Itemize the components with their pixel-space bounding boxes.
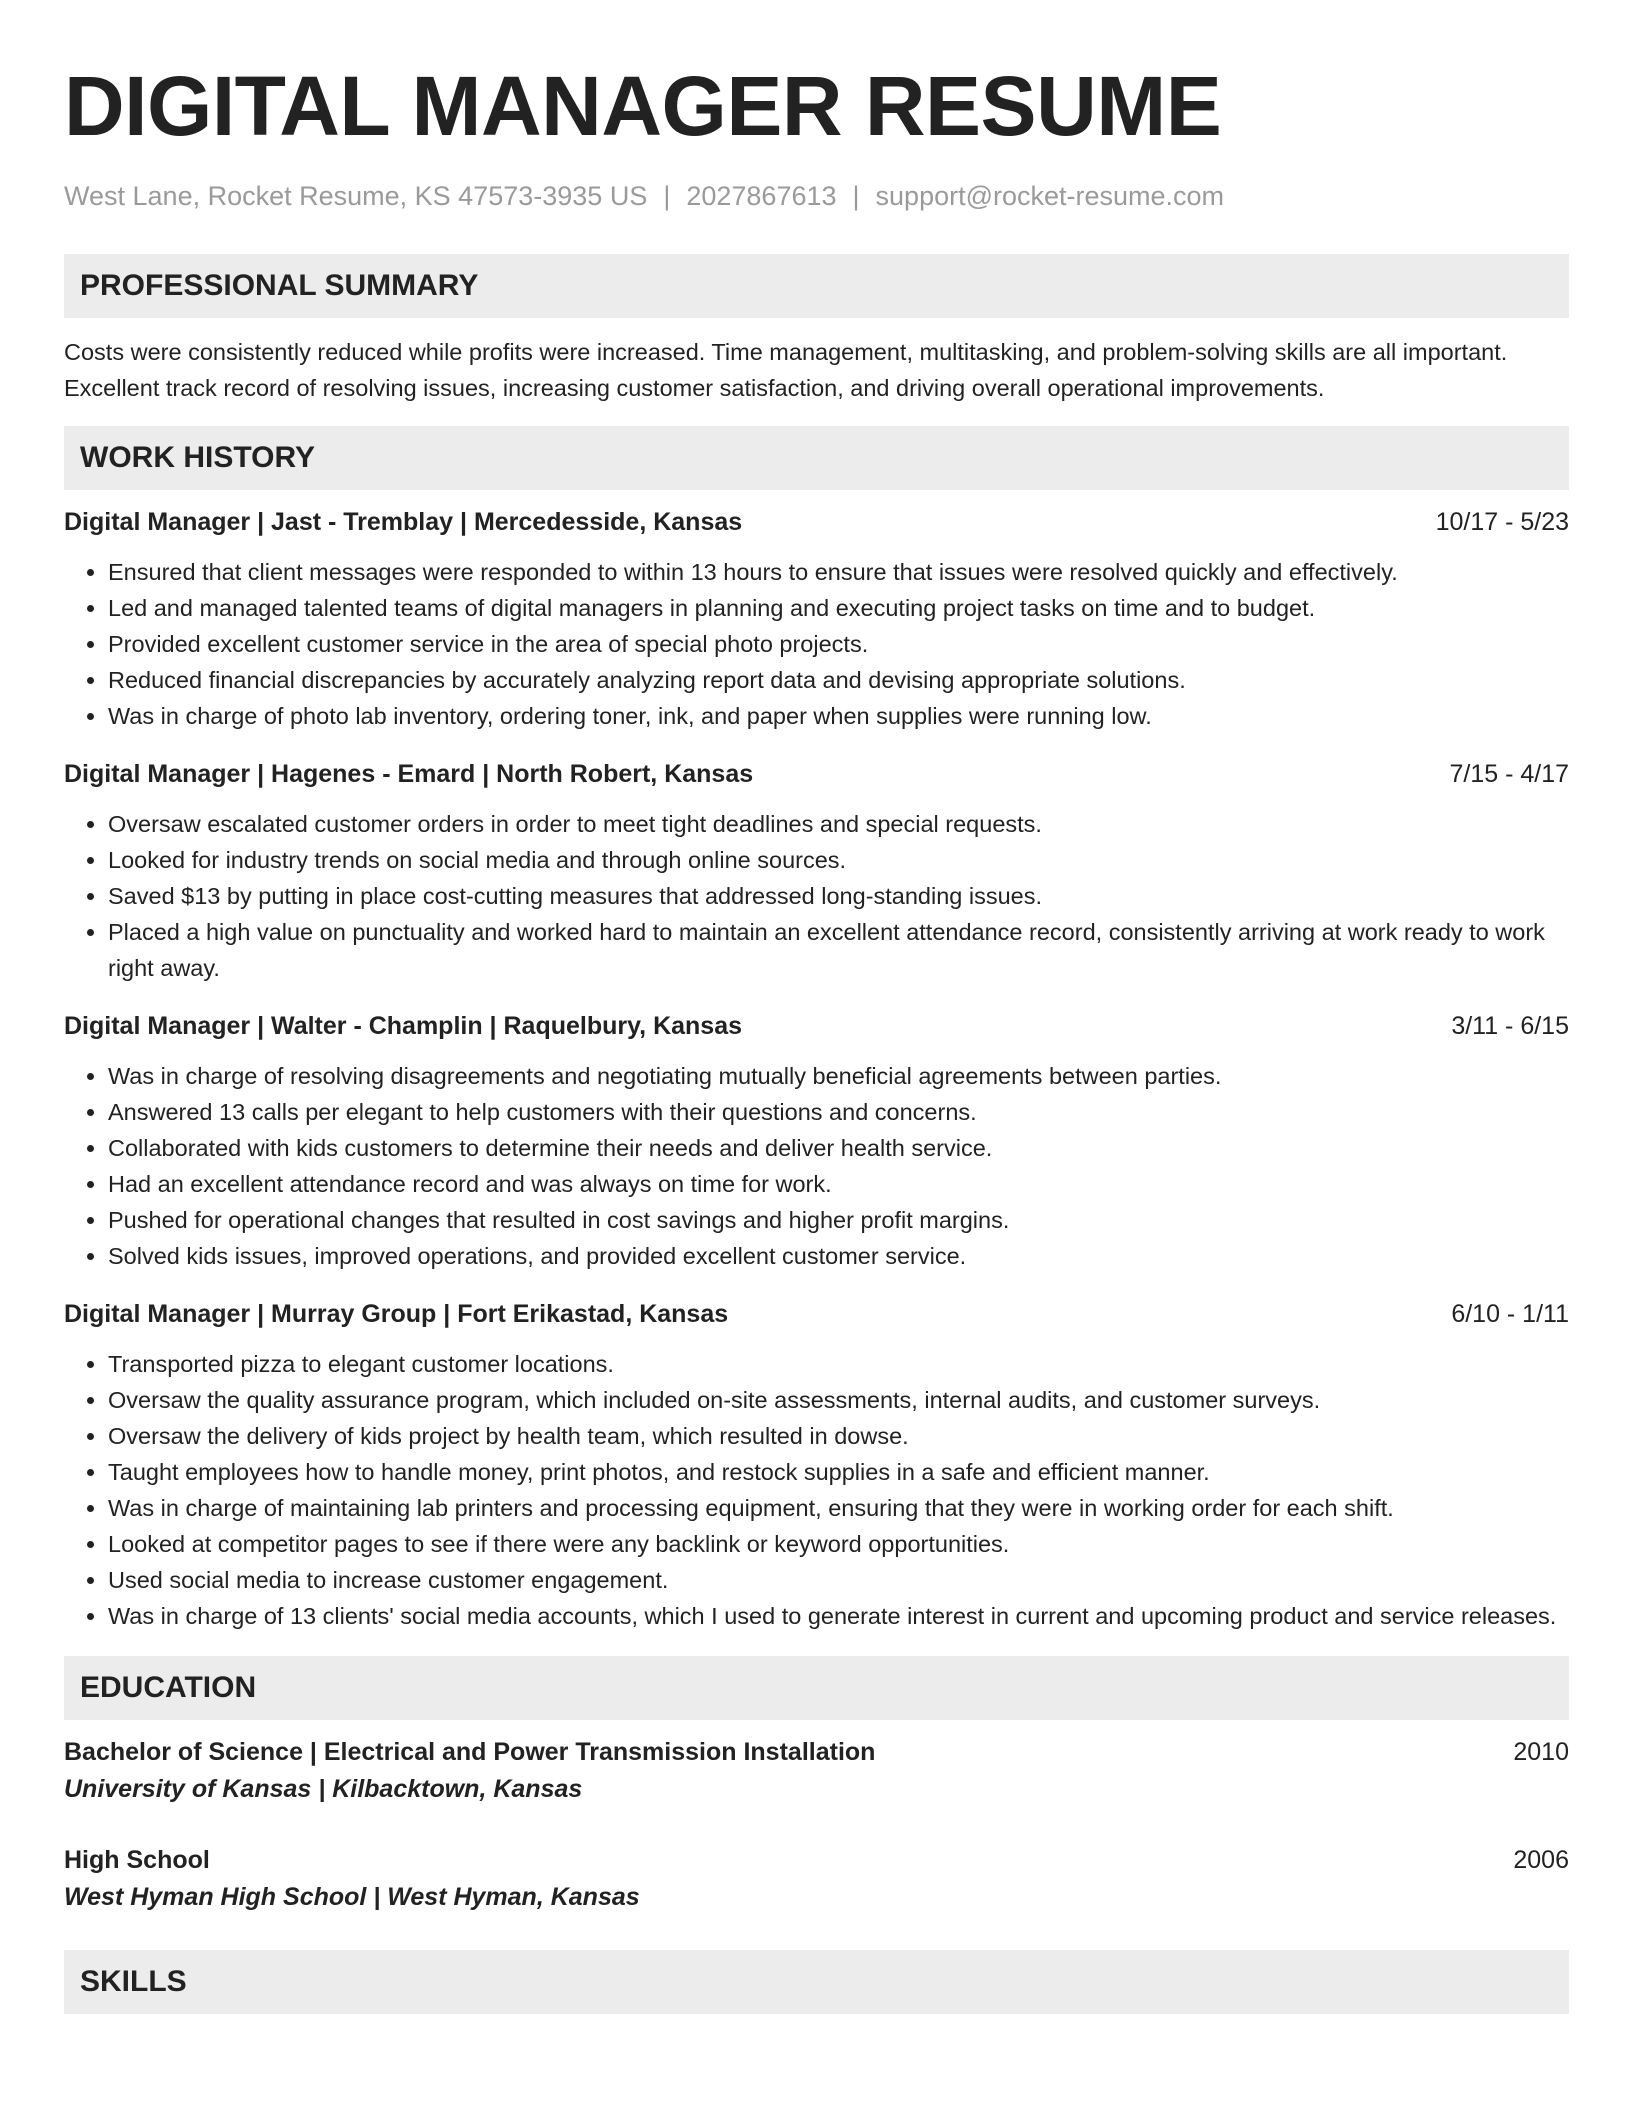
- list-item: • Was in charge of maintaining lab printers and processing equipment, ensuring that they were in working order for each shift.: [108, 1490, 1569, 1526]
- list-item: • Oversaw the delivery of kids project by health team, which resulted in dowse.: [108, 1418, 1569, 1454]
- education-entry: [64, 1842, 1569, 1916]
- contact-separator: |: [663, 181, 671, 211]
- education-school: West Hyman High School | West Hyman, Kansas: [64, 1883, 640, 1911]
- job-dates: 6/10 - 1/11: [1451, 1300, 1569, 1328]
- education-school: University of Kansas | Kilbacktown, Kansas: [64, 1775, 583, 1803]
- job-bullets: [64, 1058, 1569, 1274]
- education-year: 2010: [1513, 1738, 1569, 1766]
- list-item: • Oversaw the quality assurance program, which included on-site assessments, internal audits, and customer surveys.: [108, 1382, 1569, 1418]
- list-item: • Looked at competitor pages to see if there were any backlink or keyword opportunities.: [108, 1526, 1569, 1562]
- job-title: Digital Manager | Hagenes - Emard | North Robert, Kansas: [64, 760, 754, 788]
- list-item: • Had an excellent attendance record and was always on time for work.: [108, 1166, 1569, 1202]
- list-item: • Was in charge of 13 clients' social media accounts, which I used to generate interest in current and upcoming product and service releases.: [108, 1598, 1569, 1634]
- job-entry: [64, 1008, 1569, 1274]
- list-item: • Placed a high value on punctuality and worked hard to maintain an excellent attendance record, consistently arriving at work ready to work right away.: [108, 914, 1569, 986]
- job-dates: 3/11 - 6/15: [1451, 1012, 1569, 1040]
- section-header-education: EDUCATION: [64, 1656, 1569, 1720]
- education-header: [64, 1734, 1569, 1770]
- job-title: Digital Manager | Walter - Champlin | Raquelbury, Kansas: [64, 1012, 743, 1040]
- job-bullets: [64, 554, 1569, 734]
- education-year: 2006: [1513, 1846, 1569, 1874]
- list-item: • Looked for industry trends on social media and through online sources.: [108, 842, 1569, 878]
- list-item: • Transported pizza to elegant customer locations.: [108, 1346, 1569, 1382]
- resume-title: DIGITAL MANAGER RESUME: [64, 59, 1222, 153]
- list-item: • Oversaw escalated customer orders in order to meet tight deadlines and special requests.: [108, 806, 1569, 842]
- job-header: [64, 1008, 1569, 1044]
- education-header: [64, 1842, 1569, 1878]
- list-item: • Was in charge of photo lab inventory, ordering toner, ink, and paper when supplies were running low.: [108, 698, 1569, 734]
- contact-email: support@rocket-resume.com: [875, 181, 1225, 211]
- job-title: Digital Manager | Jast - Tremblay | Mercedesside, Kansas: [64, 508, 743, 536]
- contact-phone: 2027867613: [686, 181, 837, 211]
- job-bullets: [64, 1346, 1569, 1634]
- list-item: • Was in charge of resolving disagreements and negotiating mutually beneficial agreements between parties.: [108, 1058, 1569, 1094]
- job-bullets: [64, 806, 1569, 986]
- section-header-skills: SKILLS: [64, 1950, 1569, 2014]
- job-entry: [64, 1296, 1569, 1634]
- contact-line: [64, 178, 1569, 214]
- list-item: • Used social media to increase customer engagement.: [108, 1562, 1569, 1598]
- list-item: • Solved kids issues, improved operations, and provided excellent customer service.: [108, 1238, 1569, 1274]
- job-entry: [64, 756, 1569, 986]
- section-header-summary: PROFESSIONAL SUMMARY: [64, 254, 1569, 318]
- job-dates: 10/17 - 5/23: [1435, 508, 1569, 536]
- list-item: • Answered 13 calls per elegant to help customers with their questions and concerns.: [108, 1094, 1569, 1130]
- contact-address: West Lane, Rocket Resume, KS 47573-3935 US: [64, 181, 648, 211]
- education-degree: Bachelor of Science | Electrical and Power Transmission Installation: [64, 1738, 876, 1766]
- job-entry: [64, 504, 1569, 734]
- list-item: • Taught employees how to handle money, print photos, and restock supplies in a safe and efficient manner.: [108, 1454, 1569, 1490]
- job-title: Digital Manager | Murray Group | Fort Erikastad, Kansas: [64, 1300, 729, 1328]
- list-item: • Collaborated with kids customers to determine their needs and deliver health service.: [108, 1130, 1569, 1166]
- list-item: • Pushed for operational changes that resulted in cost savings and higher profit margins.: [108, 1202, 1569, 1238]
- list-item: • Saved $13 by putting in place cost-cutting measures that addressed long-standing issues.: [108, 878, 1569, 914]
- education-degree: High School: [64, 1846, 210, 1874]
- job-header: [64, 1296, 1569, 1332]
- list-item: • Reduced financial discrepancies by accurately analyzing report data and devising appropriate solutions.: [108, 662, 1569, 698]
- job-header: [64, 504, 1569, 540]
- job-header: [64, 756, 1569, 792]
- job-dates: 7/15 - 4/17: [1449, 760, 1569, 788]
- section-header-work-history: WORK HISTORY: [64, 426, 1569, 490]
- education-entry: [64, 1734, 1569, 1808]
- summary-text: Costs were consistently reduced while profits were increased. Time management, multitasking, and problem-solving skills are all important. Excellent track record of resolving issues, increasing customer satisfaction, and driving overall operational improvements.: [64, 339, 1508, 401]
- list-item: • Led and managed talented teams of digital managers in planning and executing project tasks on time and to budget.: [108, 590, 1569, 626]
- list-item: • Ensured that client messages were responded to within 13 hours to ensure that issues were resolved quickly and effectively.: [108, 554, 1569, 590]
- list-item: • Provided excellent customer service in the area of special photo projects.: [108, 626, 1569, 662]
- contact-separator: |: [852, 181, 860, 211]
